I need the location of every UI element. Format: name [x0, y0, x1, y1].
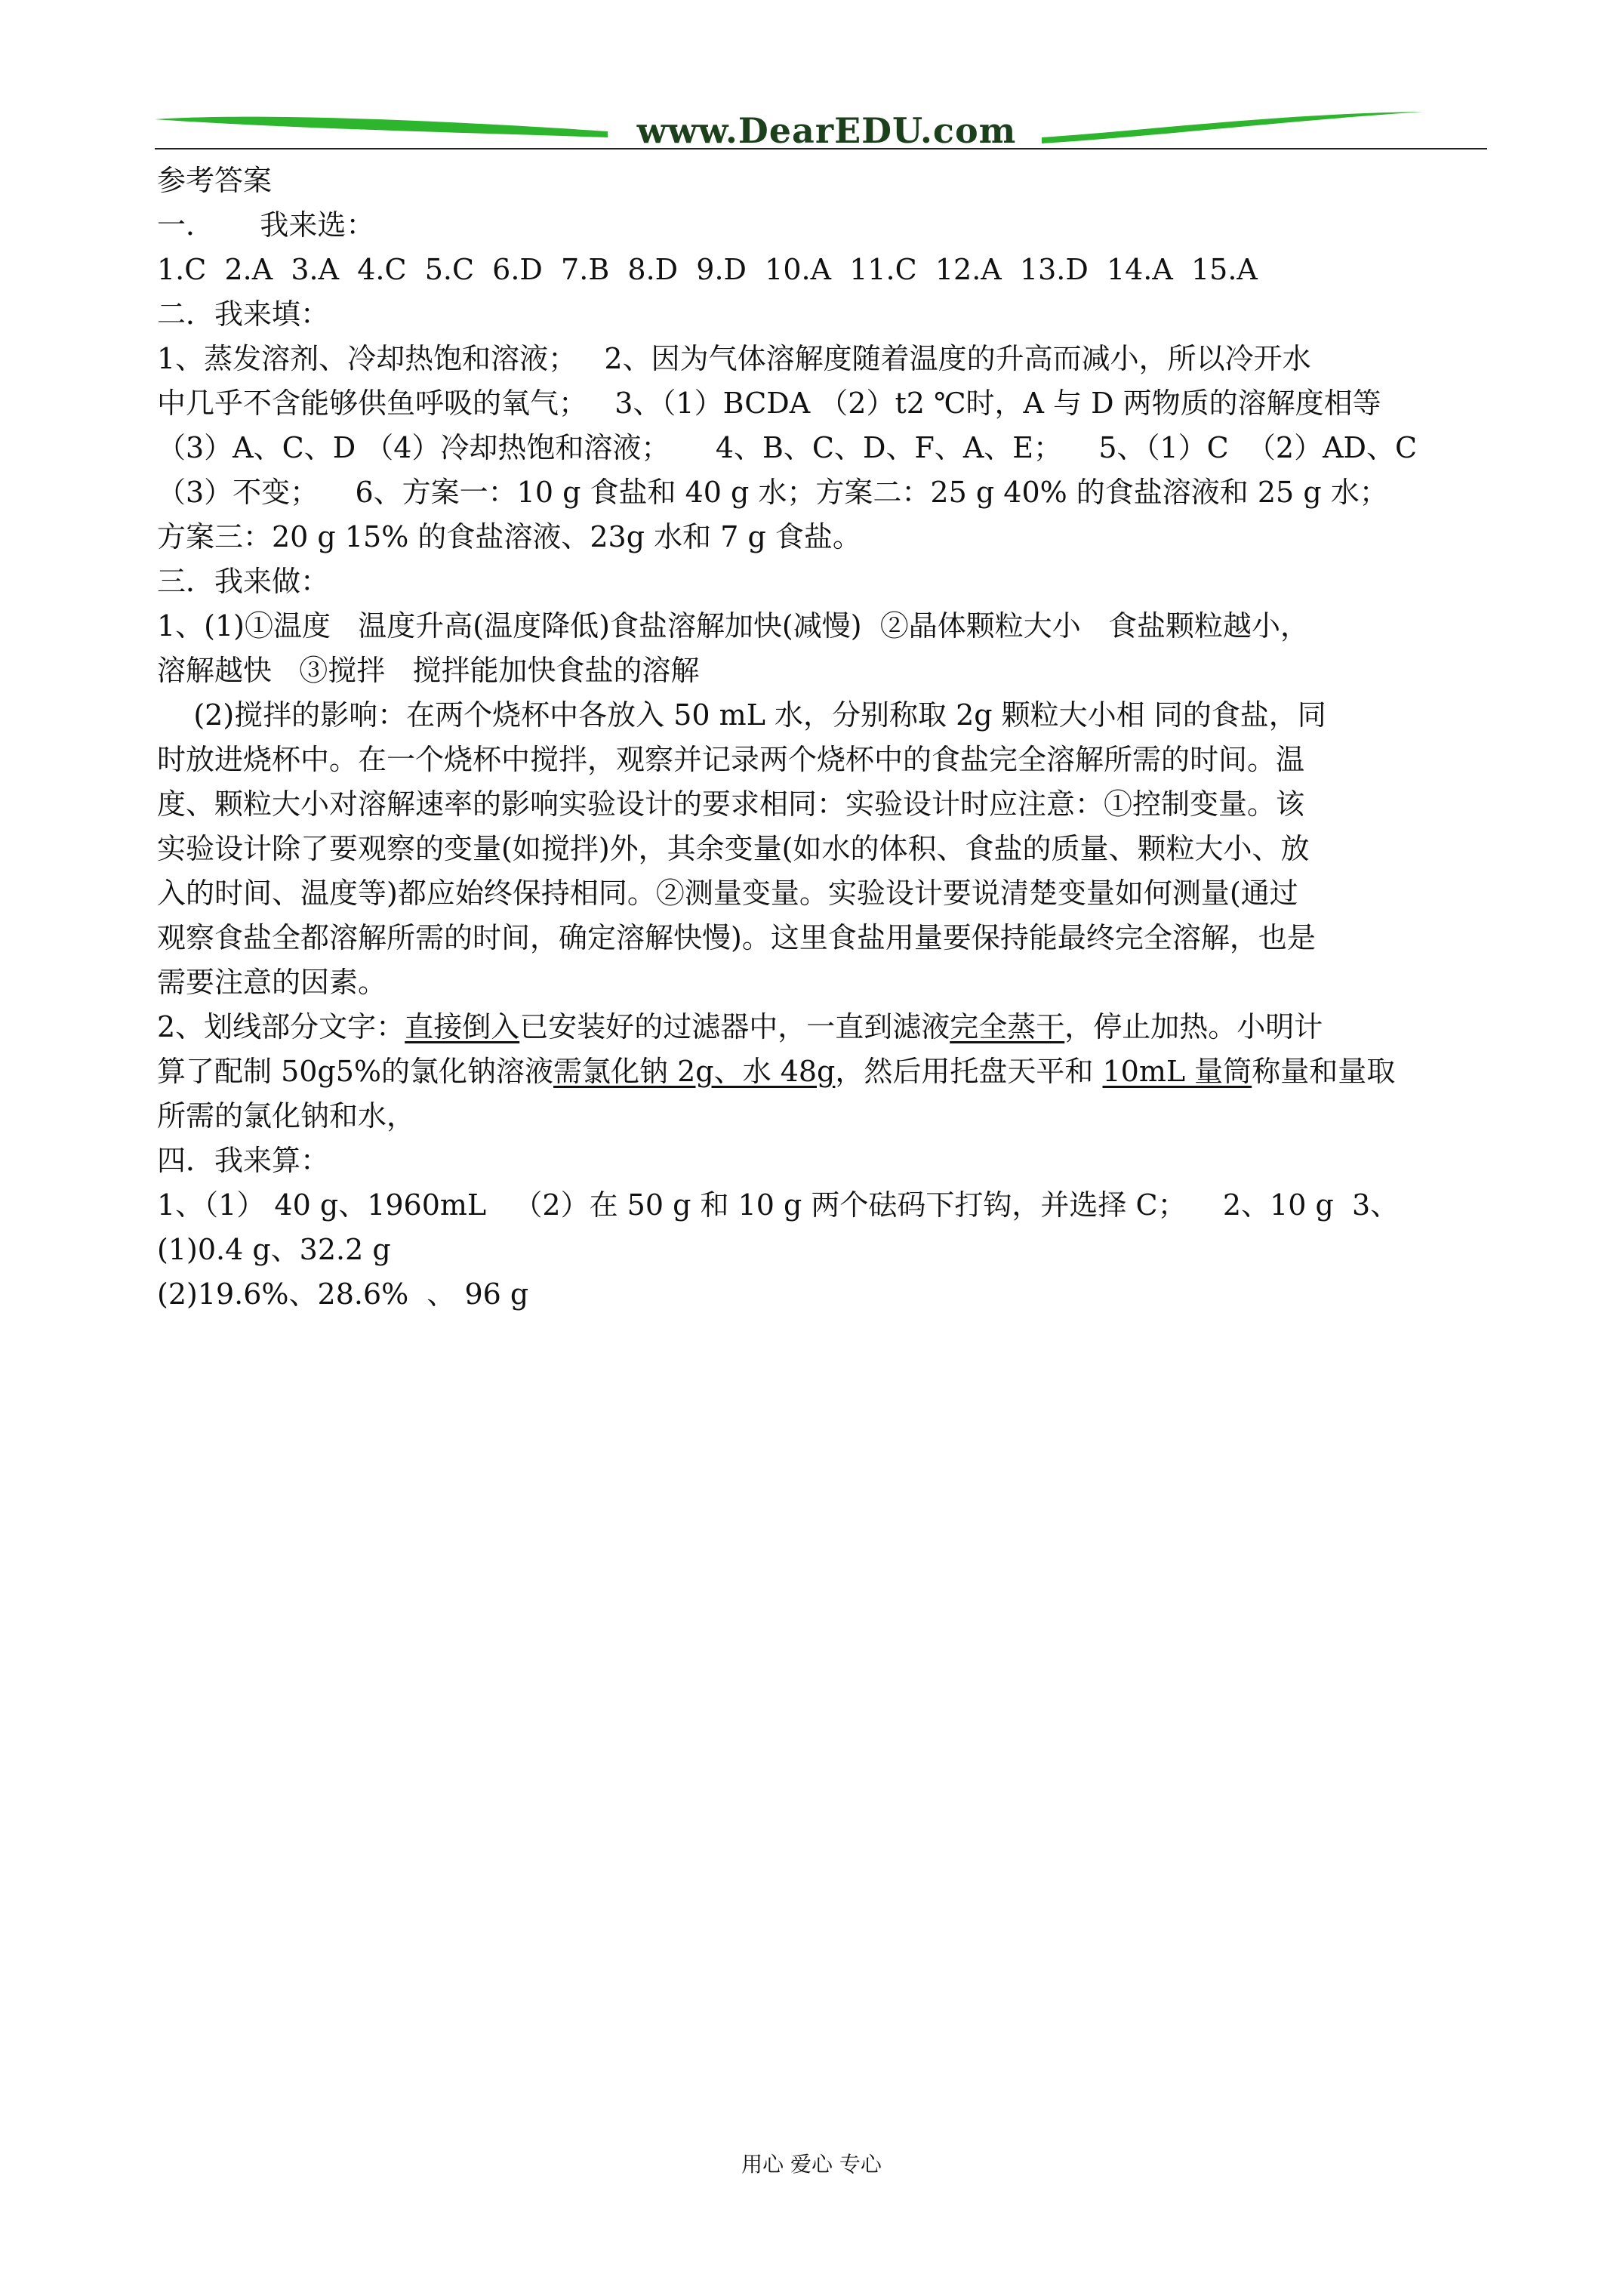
section-3-q2-line [157, 1049, 1486, 1094]
section-1-heading: 一． 我来选： [157, 208, 375, 242]
section-3-line: 观察食盐全都溶解所需的时间，确定溶解快慢)。这里食盐用量要保持能最终完全溶解，也是 [157, 921, 1316, 954]
section-4-heading: 四．我来算： [157, 1144, 330, 1177]
q2-text: 算了配制 50g5%的氯化钠溶液 [157, 1055, 554, 1088]
section-4-line: (2)19.6%、28.6% 、 96 g [157, 1277, 529, 1311]
section-4-line: 1、（1） 40 g、1960mL （2）在 50 g 和 10 g 两个砝码下打钩，并选择 C； 2、10 g 3、 [157, 1188, 1400, 1222]
section-2-line: （3）A、C、D （4）冷却热饱和溶液； 4、B、C、D、F、A、E； 5、（1）C （2）AD、C [157, 431, 1418, 464]
site-header [155, 106, 1498, 159]
section-2-line: 方案三：20 g 15% 的食盐溶液、23g 水和 7 g 食盐。 [157, 520, 861, 553]
q2-text: ，然后用托盘天平和 [835, 1055, 1103, 1088]
section-2-heading: 二．我来填： [157, 297, 330, 331]
underlined-text: 直接倒入 [405, 1010, 520, 1043]
section-3-line: 溶解越快 ③搅拌 搅拌能加快食盐的溶解 [157, 654, 700, 687]
section-3-heading: 三．我来做： [157, 565, 330, 598]
section-3-line: 实验设计除了要观察的变量(如搅拌)外，其余变量(如水的体积、食盐的质量、颗粒大小、放 [157, 832, 1310, 865]
document-title: 参考答案 [157, 164, 273, 197]
section-3-line: 1、(1)①温度 温度升高(温度降低)食盐溶解加快(减慢) ②晶体颗粒大小 食盐颗粒越小， [157, 609, 1309, 643]
underlined-text: 需氯化钠 2g、水 48g [553, 1055, 836, 1088]
section-2-line: 中几乎不含能够供鱼呼吸的氧气； 3、（1）BCDA （2）t2 ℃时，A 与 D 两物质的溶解度相等 [157, 387, 1381, 420]
section-2-line: （3）不变； 6、方案一：10 g 食盐和 40 g 水；方案二：25 g 40% 的食盐溶液和 25 g 水； [157, 476, 1388, 509]
answer-document [157, 159, 1486, 1317]
section-3-line: 入的时间、温度等)都应始终保持相同。②测量变量。实验设计要说清楚变量如何测量(通过 [157, 877, 1298, 910]
section-3-line: 需要注意的因素。 [157, 966, 387, 999]
q2-text: 2、划线部分文字： [157, 1010, 405, 1043]
header-divider [155, 148, 1487, 149]
section-3-line: (2)搅拌的影响：在两个烧杯中各放入 50 mL 水，分别称取 2g 颗粒大小相 同的食盐，同 [157, 698, 1326, 732]
underlined-text: 完全蒸干 [950, 1010, 1065, 1043]
q2-text: 已安装好的过滤器中，一直到滤液 [519, 1010, 950, 1043]
page-footer: 用心 爱心 专心 [741, 2152, 882, 2177]
section-3-line: 度、颗粒大小对溶解速率的影响实验设计的要求相同：实验设计时应注意：①控制变量。该 [157, 787, 1305, 821]
q2-text: 称量和量取 [1252, 1055, 1396, 1088]
section-3-q2-line: 所需的氯化钠和水， [157, 1099, 416, 1133]
section-2-line: 1、蒸发溶剂、冷却热饱和溶液； 2、因为气体溶解度随着温度的升高而减小，所以冷开水 [157, 342, 1311, 375]
section-4-line: (1)0.4 g、32.2 g [157, 1233, 391, 1266]
section-1-answers: 1.C 2.A 3.A 4.C 5.C 6.D 7.B 8.D 9.D 10.A 11.C 12.A 13.D 14.A 15.A [157, 253, 1258, 286]
site-logo-text: www.DearEDU.com [636, 110, 1017, 151]
q2-text: ，停止加热。小明计 [1064, 1010, 1323, 1043]
underlined-text: 10mL 量筒 [1102, 1055, 1252, 1088]
section-3-line: 时放进烧杯中。在一个烧杯中搅拌，观察并记录两个烧杯中的食盐完全溶解所需的时间。温 [157, 743, 1305, 776]
section-3-q2-line [157, 1005, 1486, 1049]
